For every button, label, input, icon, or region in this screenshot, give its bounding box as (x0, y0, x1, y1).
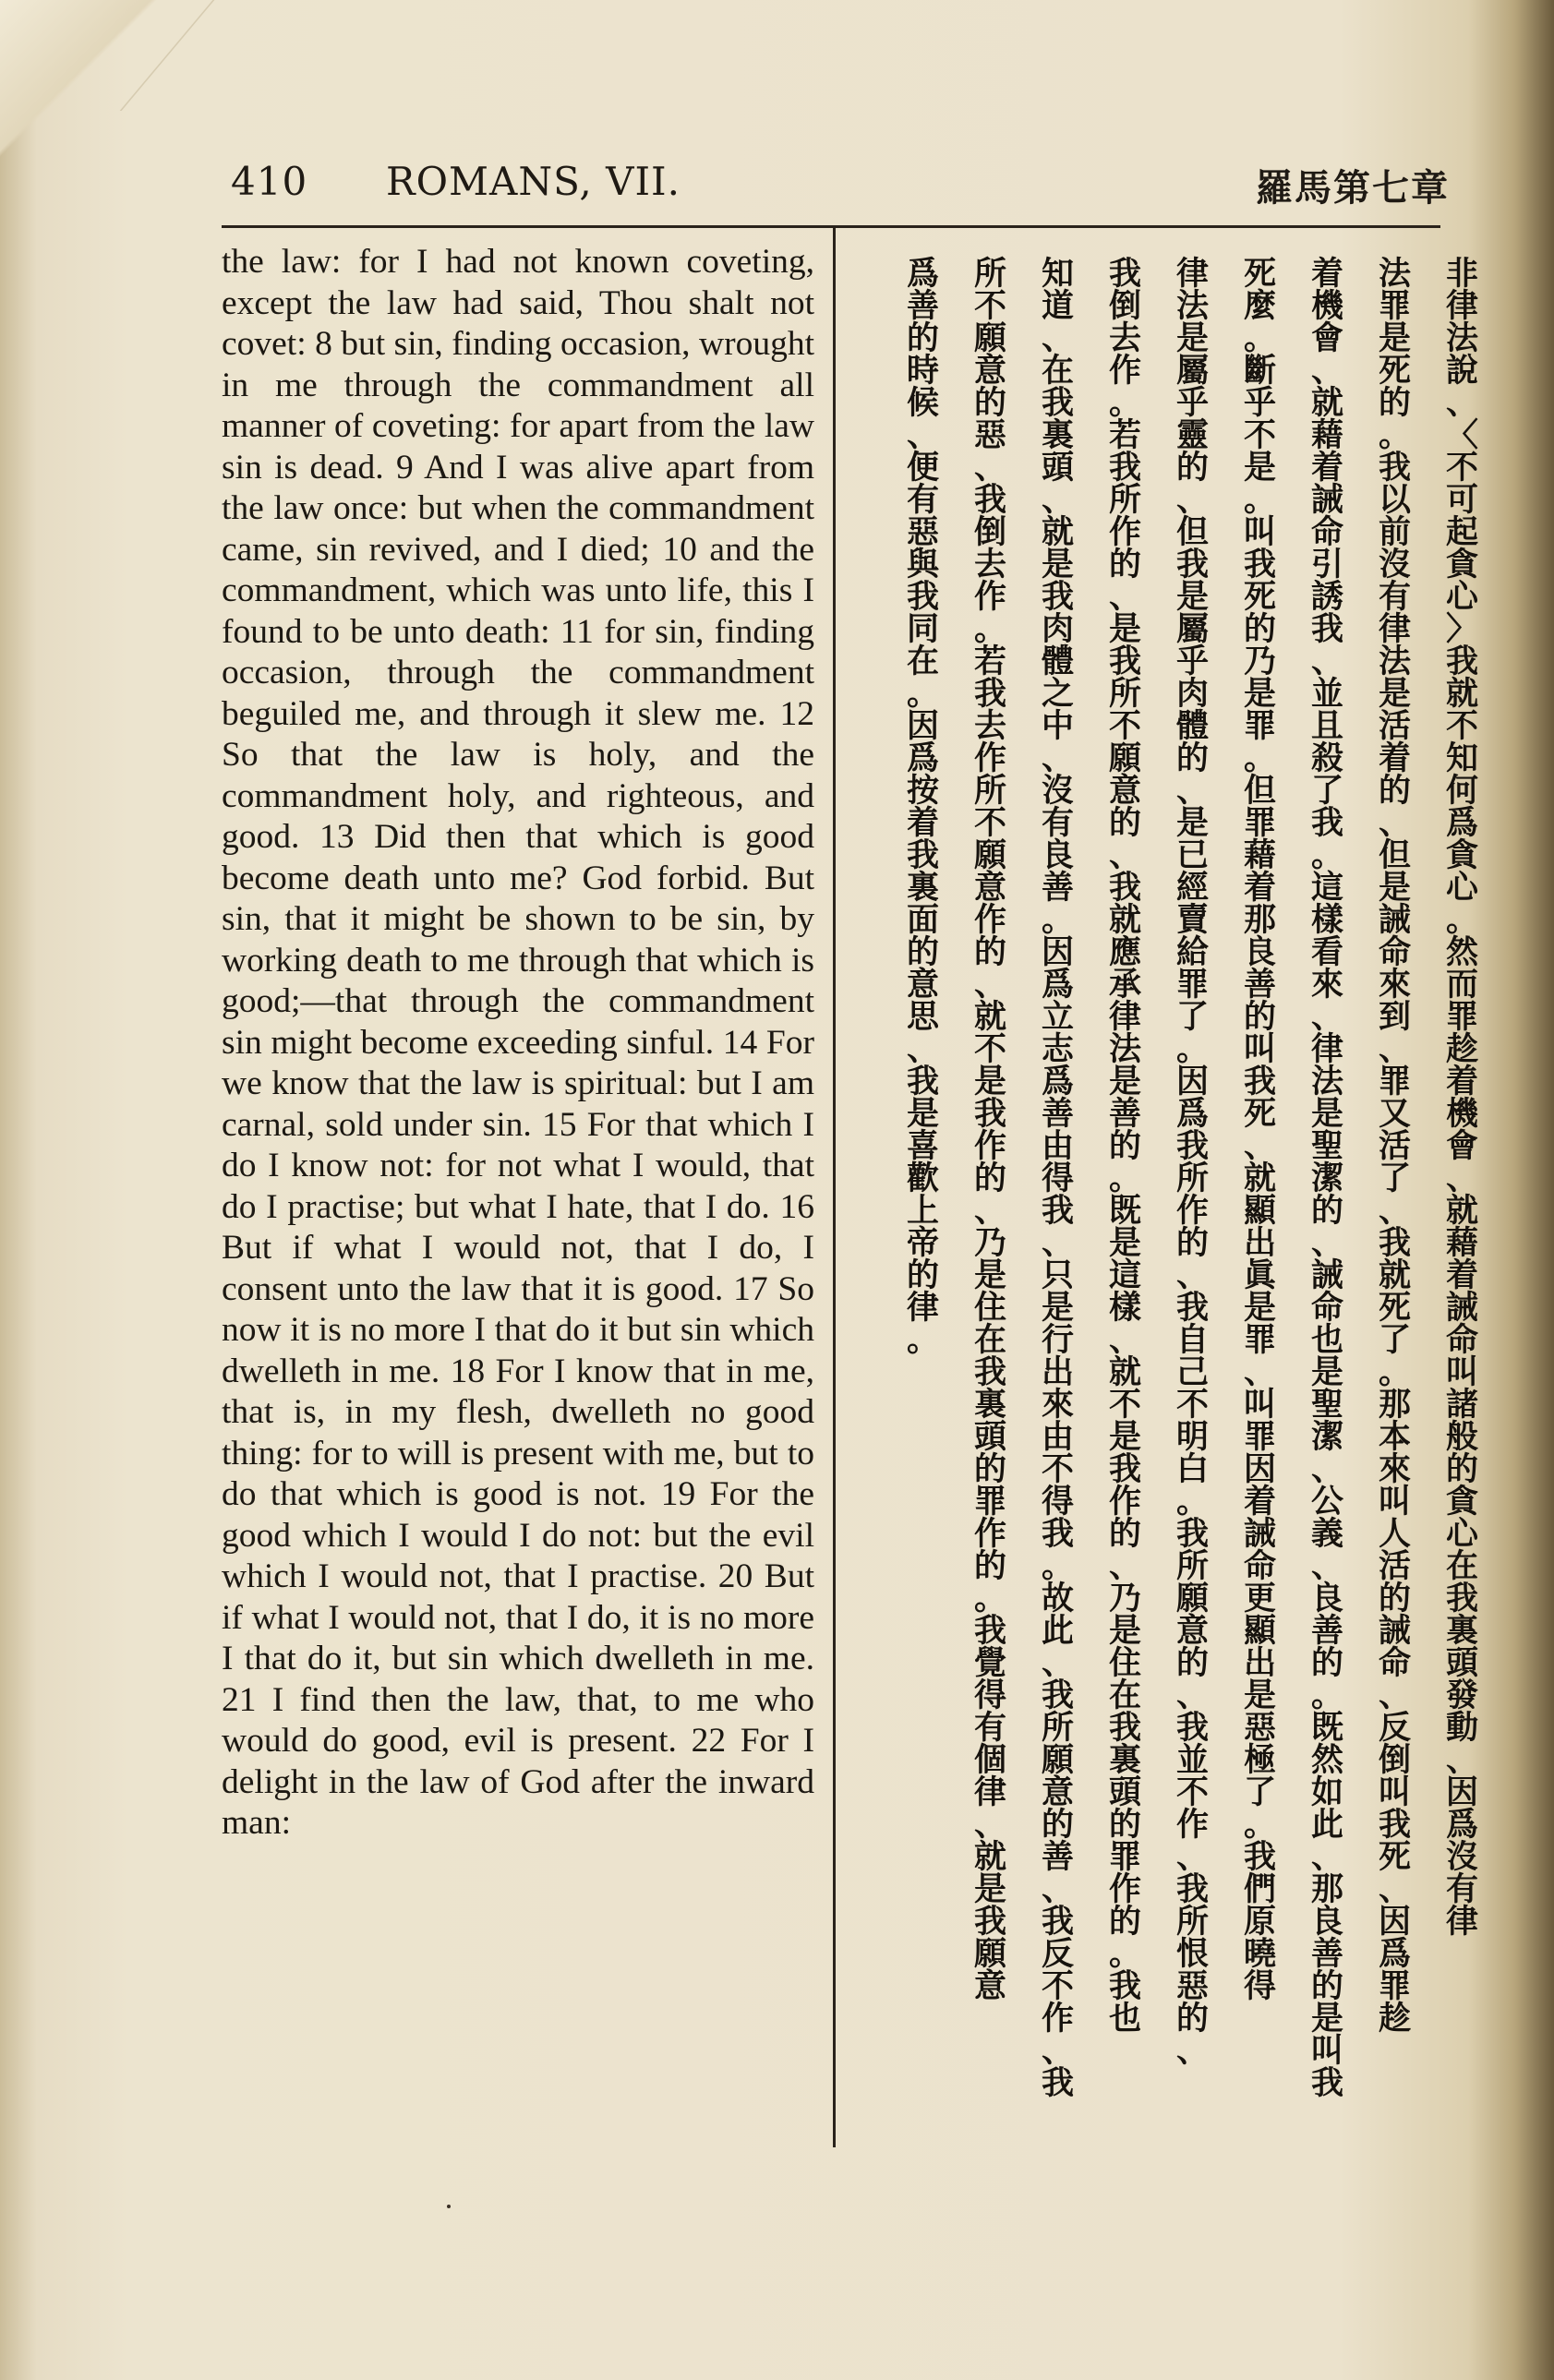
chinese-column: 所 不 願 意 的 惡 、 我 倒 去 作 。 若 我 去 作 所 不 願 意 作 的 、 就 不 是 我 作 的 、 乃 是 住 在 我 裏 頭 的 罪 作 的 。 我 覺 得 有 個 律 、 就 是 我 願 意 (973, 256, 1006, 2005)
chinese-column: 我 倒 去 作 。 若 我 所 作 的 、 是 我 所 不 願 意 的 、 我 就 應 承 律 法 是 善 的 。 既 是 這 樣 、 就 不 是 我 作 的 、 乃 是 住 在 我 裏 頭 的 罪 作 的 。 我 也 (1108, 256, 1141, 2037)
page-number: 410 (231, 159, 308, 204)
page-speck (447, 2205, 451, 2208)
running-title-chinese: 羅馬第七章 (1256, 166, 1450, 210)
page-corner-fold (9, 0, 215, 111)
chinese-column: 着 機 會 、 就 藉 着 誡 命 引 誘 我 、 並 且 殺 了 我 。 這 樣 看 來 、 律 法 是 聖 潔 的 、 誡 命 也 是 聖 潔 、 公 義 、 良 善 的 。 既 然 如 此 、 那 良 善 的 是 叫 我 (1310, 256, 1343, 2102)
chinese-column: 知 道 、 在 我 裏 頭 、 就 是 我 肉 體 之 中 、 沒 有 良 善 。 因 爲 立 志 爲 善 由 得 我 、 只 是 行 出 來 由 不 得 我 。 故 此 、 我 所 願 意 的 善 、 我 反 不 作 、 我 (1041, 256, 1074, 2102)
chinese-column: 爲 善 的 時 候 、 便 有 惡 與 我 同 在 。 因 爲 按 着 我 裏 面 的 意 思 、 我 是 喜 歡 上 帝 的 律 。 (906, 256, 939, 1359)
english-text-column (222, 242, 814, 1845)
running-title: ROMANS, VII. (386, 159, 681, 204)
chinese-column: 非 律 法 說 、 〈 不 可 起 貪 心 〉 我 就 不 知 何 爲 貪 心 。 然 而 罪 趁 着 機 會 、 就 藉 着 誡 命 叫 諸 般 的 貪 心 在 我 裏 頭 發 動 、 因 爲 沒 有 律 (1445, 256, 1478, 1941)
english-passage: the law: for I had not known coveting, except the law had said, Thou shalt not covet: 8 but sin, finding occasion, wrought in me through the commandment all manner of coveting: for apart from the law sin is dead. 9 And I was alive apart from the law once: but when the commandment came, sin revived, and I died; 10 and the commandment, which was unto life, this I found to be unto death: 11 for sin, finding occasion, through the commandment beguiled me, and through it slew me. 12 So that the law is holy, and the commandment holy, and righteous, and good. 13 Did then that which is good become death unto me? God forbid. But sin, that it might be shown to be sin, by working death to me through that which is good;—that through the commandment sin might become exceeding sinful. 14 For we know that the law is spiritual: but I am carnal, sold under sin. 15 For that which I do I know not: for not what I would, that do I practise; but what I hate, that I do. 16 But if what I would not, that I do, I consent unto the law that it is good. 17 So now it is no more I that do it but sin which dwelleth in me. 18 For I know that in me, that is, in my flesh, dwelleth no good thing: for to will is present with me, but to do that which is good is not. 19 For the good which I would I do not: but the evil which I would not, that I practise. 20 But if what I would not, that I do, it is no more I that do it, but sin which dwelleth in me. 21 I find then the law, that, to me who would do good, evil is present. 22 For I delight in the law of God after the inward man: (222, 243, 814, 1842)
header-rule (222, 225, 1440, 228)
chinese-column: 律 法 是 屬 乎 靈 的 、 但 我 是 屬 乎 肉 體 的 、 是 已 經 賣 給 罪 了 。 因 爲 我 所 作 的 、 我 自 己 不 明 白 。 我 所 願 意 的 、 我 並 不 作 、 我 所 恨 惡 的 、 (1175, 256, 1209, 2070)
column-divider (833, 227, 836, 2147)
chinese-column: 法 罪 是 死 的 。 我 以 前 沒 有 律 法 是 活 着 的 、 但 是 誡 命 來 到 、 罪 又 活 了 、 我 就 死 了 。 那 本 來 叫 人 活 的 誡 命 、 反 倒 叫 我 死 、 因 爲 罪 趁 (1378, 256, 1411, 2037)
chinese-text-column (849, 258, 1496, 2142)
chinese-column: 死 麼 。 斷 乎 不 是 。 叫 我 死 的 乃 是 罪 。 但 罪 藉 着 那 良 善 的 叫 我 死 、 就 顯 出 眞 是 罪 、 叫 罪 因 着 誡 命 更 顯 出 是 惡 極 了 。 我 們 原 曉 得 (1243, 256, 1276, 2005)
page-header (222, 159, 1450, 214)
